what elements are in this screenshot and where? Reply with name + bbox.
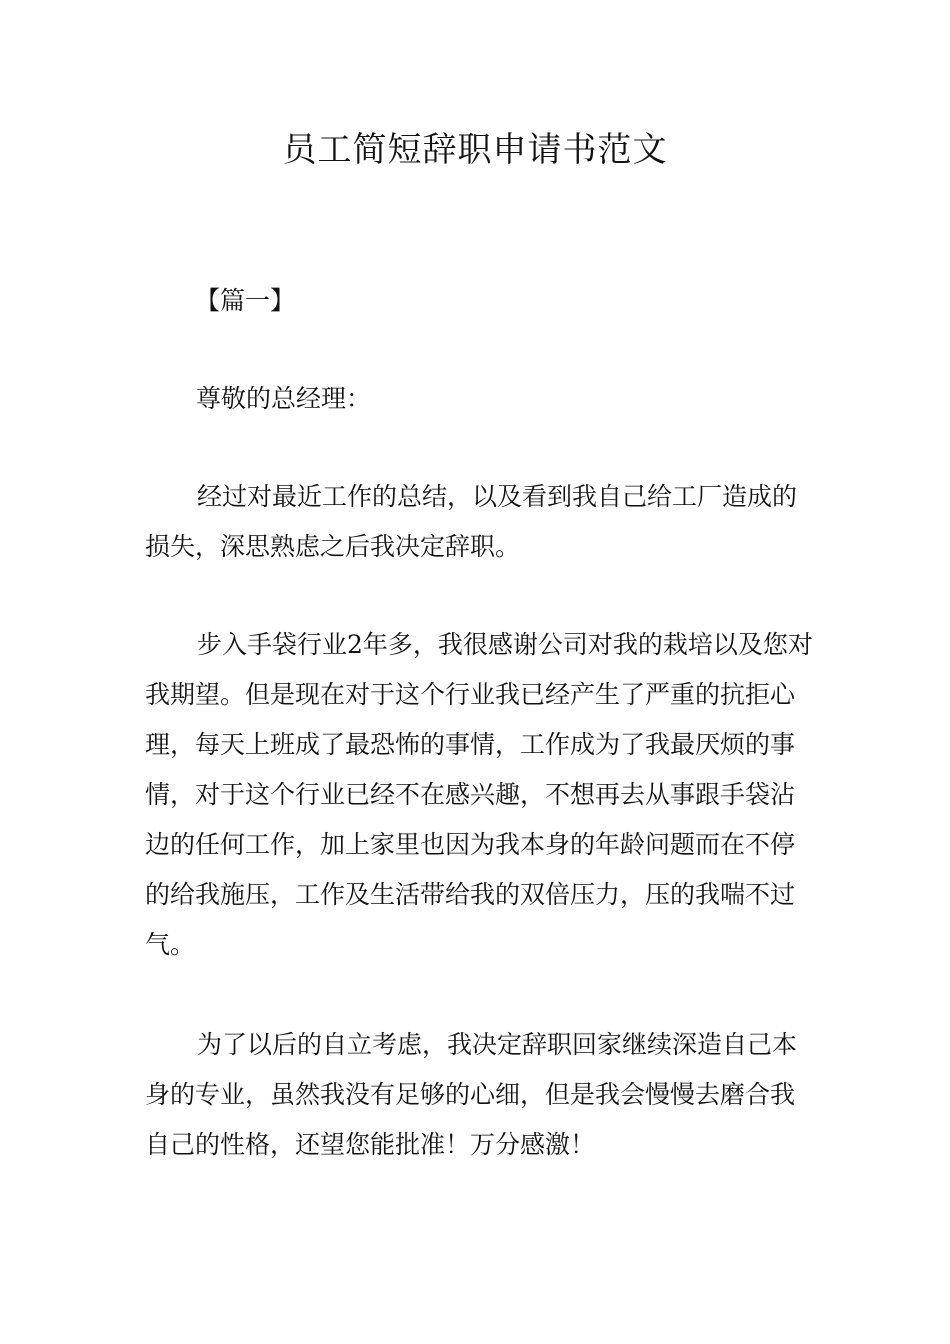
section-label: 【篇一】 — [195, 286, 296, 315]
document-title: 员工简短辞职申请书范文 — [282, 130, 668, 170]
salutation: 尊敬的总经理： — [196, 384, 372, 413]
paragraph-3: 为了以后的自立考虑，我决定辞职回家继续深造自己本身的专业，虽然我没有足够的心细，但是我会慢慢去磨合我自己的性格，还望您能批准！万分感激！ — [145, 1030, 798, 1159]
paragraph-1: 经过对最近工作的总结，以及看到我自己给工厂造成的损失，深思熟虑之后我决定辞职。 — [145, 482, 798, 561]
paragraph-2: 步入手袋行业2年多，我很感谢公司对我的栽培以及您对我期望。但是现在对于这个行业我已经产生了严重的抗拒心理，每天上班成了最恐怖的事情，工作成为了我最厌烦的事情，对于这个行业已经不在感兴趣，不想再去从事跟手袋沾边的任何工作，加上家里也因为我本身的年龄问题而在不停的给我施压，工作及生活带给我的双倍压力，压的我喘不过气。 — [145, 630, 813, 959]
